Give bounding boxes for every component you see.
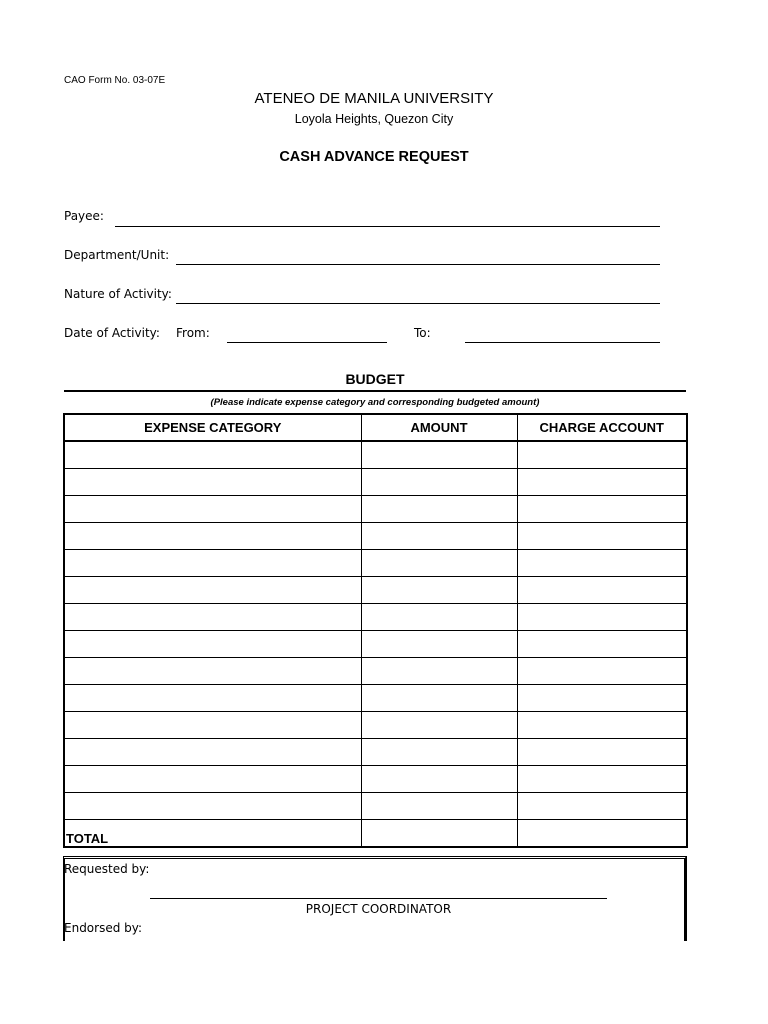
expense-category-cell[interactable] (64, 550, 361, 577)
table-row (64, 577, 687, 604)
charge-account-cell[interactable] (517, 739, 687, 766)
expense-category-cell[interactable] (64, 523, 361, 550)
expense-category-cell[interactable] (64, 658, 361, 685)
department-field[interactable] (176, 264, 660, 265)
table-row (64, 550, 687, 577)
table-row (64, 441, 687, 469)
expense-category-cell[interactable] (64, 766, 361, 793)
nature-of-activity-label: Nature of Activity: (64, 287, 172, 301)
total-amount-cell[interactable] (361, 820, 517, 848)
amount-cell[interactable] (361, 550, 517, 577)
charge-account-cell[interactable] (517, 441, 687, 469)
requested-by-signature-line[interactable] (150, 898, 607, 899)
to-date-field[interactable] (465, 342, 660, 343)
total-charge-account-cell[interactable] (517, 820, 687, 848)
expense-category-cell[interactable] (64, 739, 361, 766)
requested-by-label: Requested by: (64, 862, 150, 876)
charge-account-cell[interactable] (517, 712, 687, 739)
university-name: ATENEO DE MANILA UNIVERSITY (254, 90, 494, 107)
endorsed-by-label: Endorsed by: (64, 921, 143, 935)
project-coordinator-label: PROJECT COORDINATOR (305, 902, 452, 916)
from-label: From: (176, 326, 210, 340)
table-row (64, 631, 687, 658)
table-row (64, 766, 687, 793)
department-label: Department/Unit: (64, 248, 170, 262)
charge-account-cell[interactable] (517, 577, 687, 604)
amount-cell[interactable] (361, 523, 517, 550)
expense-category-cell[interactable] (64, 469, 361, 496)
table-row (64, 739, 687, 766)
amount-cell[interactable] (361, 766, 517, 793)
charge-account-cell[interactable] (517, 631, 687, 658)
expense-category-cell[interactable] (64, 577, 361, 604)
amount-cell[interactable] (361, 685, 517, 712)
amount-cell[interactable] (361, 658, 517, 685)
table-row (64, 685, 687, 712)
charge-account-cell[interactable] (517, 469, 687, 496)
university-address: Loyola Heights, Quezon City (294, 112, 454, 126)
total-label: TOTAL (64, 820, 361, 848)
table-row (64, 469, 687, 496)
amount-cell[interactable] (361, 712, 517, 739)
budget-divider (64, 390, 686, 392)
table-row (64, 604, 687, 631)
expense-category-cell[interactable] (64, 631, 361, 658)
amount-header: AMOUNT (361, 414, 517, 441)
table-row (64, 793, 687, 820)
charge-account-cell[interactable] (517, 685, 687, 712)
table-row (64, 523, 687, 550)
expense-category-cell[interactable] (64, 604, 361, 631)
date-of-activity-label: Date of Activity: (64, 326, 160, 340)
amount-cell[interactable] (361, 469, 517, 496)
payee-label: Payee: (64, 209, 104, 223)
table-row (64, 658, 687, 685)
amount-cell[interactable] (361, 793, 517, 820)
amount-cell[interactable] (361, 739, 517, 766)
amount-cell[interactable] (361, 631, 517, 658)
form-number: CAO Form No. 03-07E (64, 75, 166, 86)
amount-cell[interactable] (361, 604, 517, 631)
charge-account-cell[interactable] (517, 793, 687, 820)
expense-category-cell[interactable] (64, 441, 361, 469)
budget-header-row (64, 414, 687, 441)
to-label: To: (414, 326, 431, 340)
expense-category-cell[interactable] (64, 712, 361, 739)
payee-field[interactable] (115, 226, 660, 227)
expense-category-cell[interactable] (64, 496, 361, 523)
nature-of-activity-field[interactable] (176, 303, 660, 304)
budget-note: (Please indicate expense category and corresponding budgeted amount) (210, 397, 540, 408)
expense-category-cell[interactable] (64, 793, 361, 820)
charge-account-cell[interactable] (517, 766, 687, 793)
total-row (64, 820, 687, 848)
charge-account-cell[interactable] (517, 604, 687, 631)
expense-category-cell[interactable] (64, 685, 361, 712)
amount-cell[interactable] (361, 496, 517, 523)
charge-account-cell[interactable] (517, 496, 687, 523)
budget-title: BUDGET (345, 371, 405, 387)
table-row (64, 496, 687, 523)
charge-account-cell[interactable] (517, 550, 687, 577)
budget-table (63, 413, 688, 848)
amount-cell[interactable] (361, 441, 517, 469)
page-title: CASH ADVANCE REQUEST (279, 149, 469, 165)
charge-account-cell[interactable] (517, 658, 687, 685)
table-row (64, 712, 687, 739)
charge-account-cell[interactable] (517, 523, 687, 550)
expense-category-header: EXPENSE CATEGORY (64, 414, 361, 441)
from-date-field[interactable] (227, 342, 387, 343)
amount-cell[interactable] (361, 577, 517, 604)
charge-account-header: CHARGE ACCOUNT (517, 414, 687, 441)
